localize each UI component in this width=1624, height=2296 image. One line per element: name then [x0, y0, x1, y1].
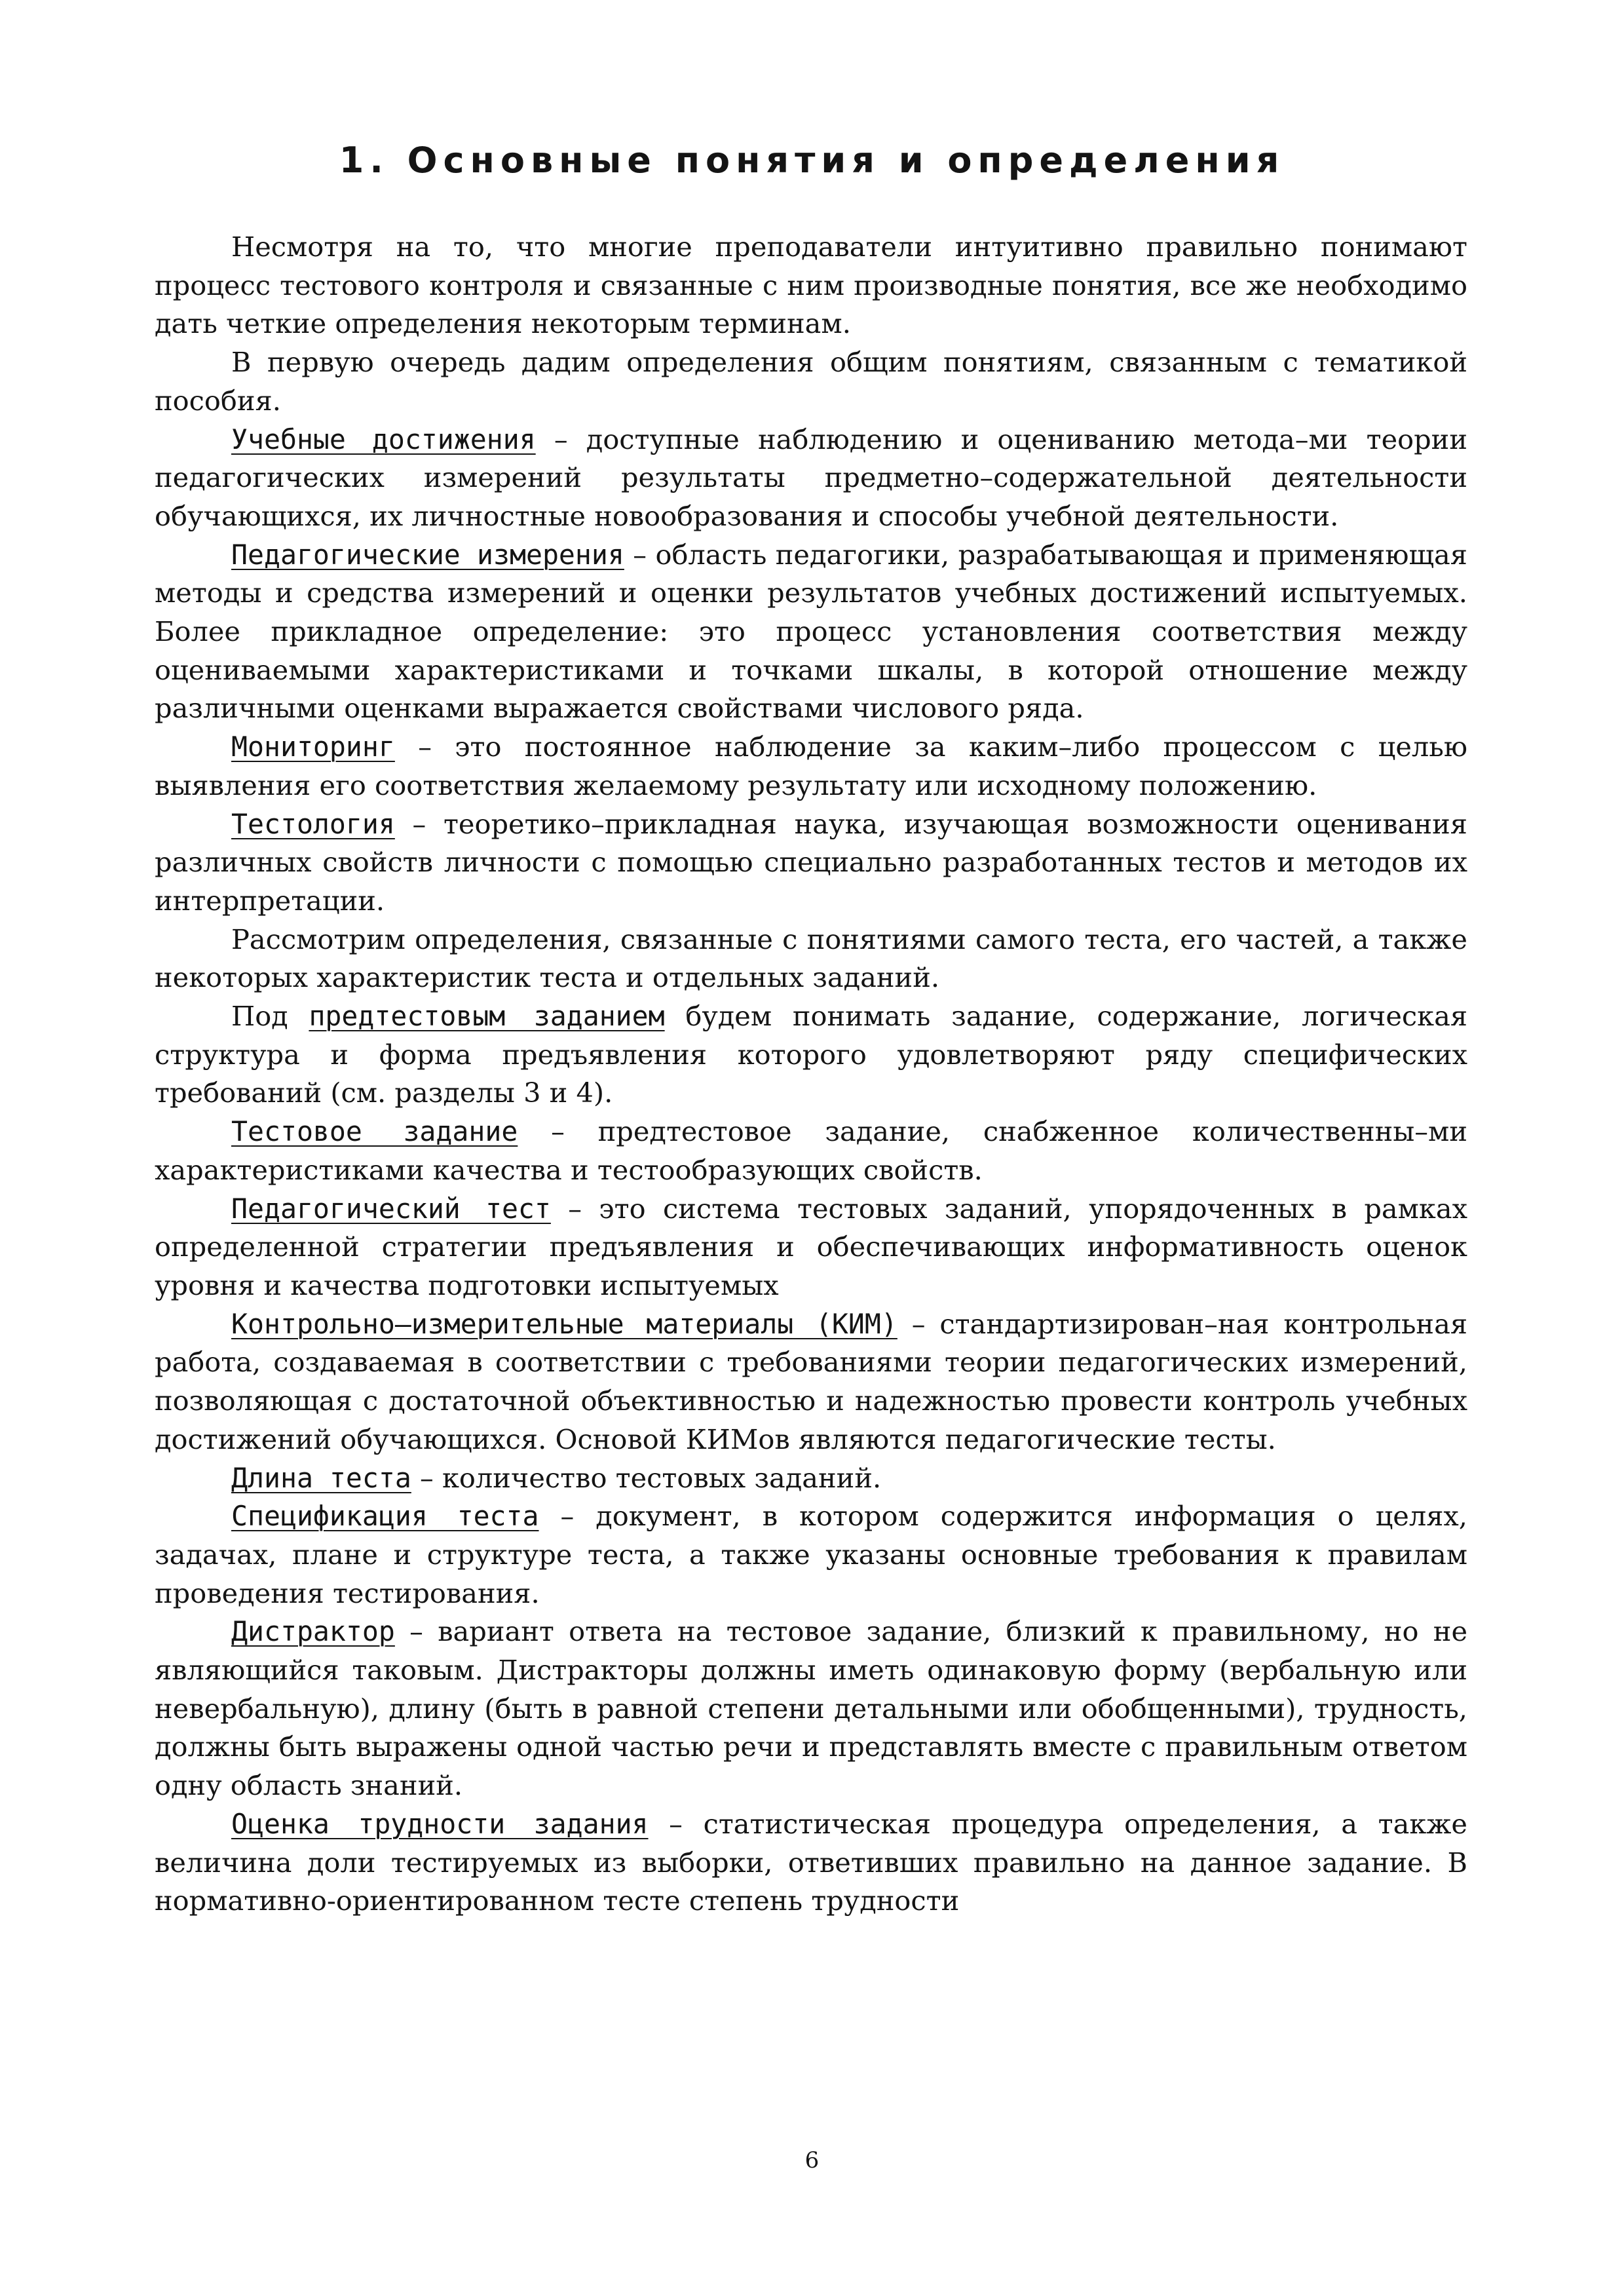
term: Тестовое задание	[231, 1115, 518, 1148]
paragraph-test-concepts	[155, 921, 1467, 997]
page-number: 6	[804, 2147, 820, 2173]
paragraph-text: В первую очередь дадим определения общим понятиям, связанным с тематикой пособия.	[155, 346, 1467, 417]
definition-text: – количество тестовых заданий.	[411, 1461, 882, 1494]
definition-text: – это постоянное наблюдение за каким–либо процессом с целью выявления его соответствия желаемому результату или исходному положению.	[155, 731, 1467, 801]
definition-test-length	[155, 1459, 1467, 1498]
definition-text: – предтестовое задание, снабженное количественны–ми характеристиками качества и тестообразующих свойств.	[155, 1115, 1467, 1186]
term: Педагогический тест	[231, 1192, 551, 1225]
definition-pretest-task	[155, 997, 1467, 1113]
body-text	[155, 228, 1467, 1921]
paragraph-intro	[155, 228, 1467, 343]
section-title: 1. Основные понятия и определения	[339, 140, 1285, 181]
definition-text: будем понимать задание, содержание, логическая структура и форма предъявления которого удовлетворяют ряду специфических требований (см. разделы 3 и 4).	[155, 1000, 1467, 1109]
definition-text: – документ, в котором содержится информация о целях, задачах, плане и структуре теста, а также указаны основные требования к правилам проведения тестирования.	[155, 1500, 1467, 1609]
paragraph-text: Несмотря на то, что многие преподаватели интуитивно правильно понимают процесс тестового контроля и связанные с ним производные понятия, все же необходимо дать четкие определения некоторым терминам.	[155, 231, 1467, 340]
term: Спецификация теста	[231, 1500, 539, 1533]
term: Педагогические измерения	[231, 538, 624, 571]
definition-text: – это система тестовых заданий, упорядоченных в рамках определенной стратегии предъявления и обеспечивающих информативность оценок уровня и качества подготовки испытуемых	[155, 1192, 1467, 1301]
definition-text: – вариант ответа на тестовое задание, близкий к правильному, но не являющийся таковым. Дистракторы должны иметь одинаковую форму (вербальную или невербальную), длину (быть в равной степени детальными или обобщенными), трудность, должны быть выражены одной частью речи и представлять вместе с правильным ответом одну область знаний.	[155, 1615, 1467, 1802]
definition-test-specification	[155, 1497, 1467, 1613]
term: Учебные достижения	[231, 423, 536, 455]
definition-text: – теоретико–прикладная наука, изучающая возможности оценивания различных свойств личности с помощью специально разработанных тестов и методов их интерпретации.	[155, 807, 1467, 917]
lead-text: Под	[231, 1000, 309, 1033]
term: Тестология	[231, 807, 395, 840]
definition-kim	[155, 1305, 1467, 1459]
definition-monitoring	[155, 728, 1467, 805]
definition-learning-achievements	[155, 421, 1467, 536]
paragraph-text: Рассмотрим определения, связанные с понятиями самого теста, его частей, а также некоторых характеристик теста и отдельных заданий.	[155, 923, 1467, 994]
definition-text: – доступные наблюдению и оцениванию метода–ми теории педагогических измерений результаты предметно–содержательной деятельности обучающихся, их личностные новообразования и способы учебной деятельности.	[155, 423, 1467, 532]
term: предтестовым заданием	[309, 1000, 665, 1033]
term: Длина теста	[231, 1461, 411, 1494]
definition-test-task	[155, 1113, 1467, 1189]
definition-text: – область педагогики, разрабатывающая и применяющая методы и средства измерений и оценки результатов учебных достижений испытуемых. Более прикладное определение: это процесс установления соответствия между оцениваемыми характеристиками и точками шкалы, в которой отношение между различными оценками выражается свойствами числового ряда.	[155, 538, 1467, 725]
definition-text: – стандартизирован–ная контрольная работа, создаваемая в соответствии с требованиями теории педагогических измерений, позволяющая с достаточной объективностью и надежностью провести контроль учебных достижений обучающихся. Основой КИМов являются педагогические тесты.	[155, 1307, 1468, 1455]
definition-text: – статистическая процедура определения, а также величина доли тестируемых из выборки, ответивших правильно на данное задание. В нормативно-ориентированном тесте степень трудности	[155, 1807, 1467, 1917]
paragraph-general-concepts	[155, 343, 1467, 420]
definition-pedagogical-test	[155, 1190, 1467, 1305]
definition-testology	[155, 805, 1467, 921]
definition-pedagogical-measurements	[155, 536, 1467, 729]
term: Дистрактор	[231, 1615, 395, 1648]
term: Контрольно–измерительные материалы (КИМ)	[231, 1307, 897, 1340]
definition-difficulty-estimate	[155, 1805, 1467, 1921]
definition-distractor	[155, 1613, 1467, 1805]
term: Мониторинг	[231, 731, 395, 763]
term: Оценка трудности задания	[231, 1807, 649, 1840]
